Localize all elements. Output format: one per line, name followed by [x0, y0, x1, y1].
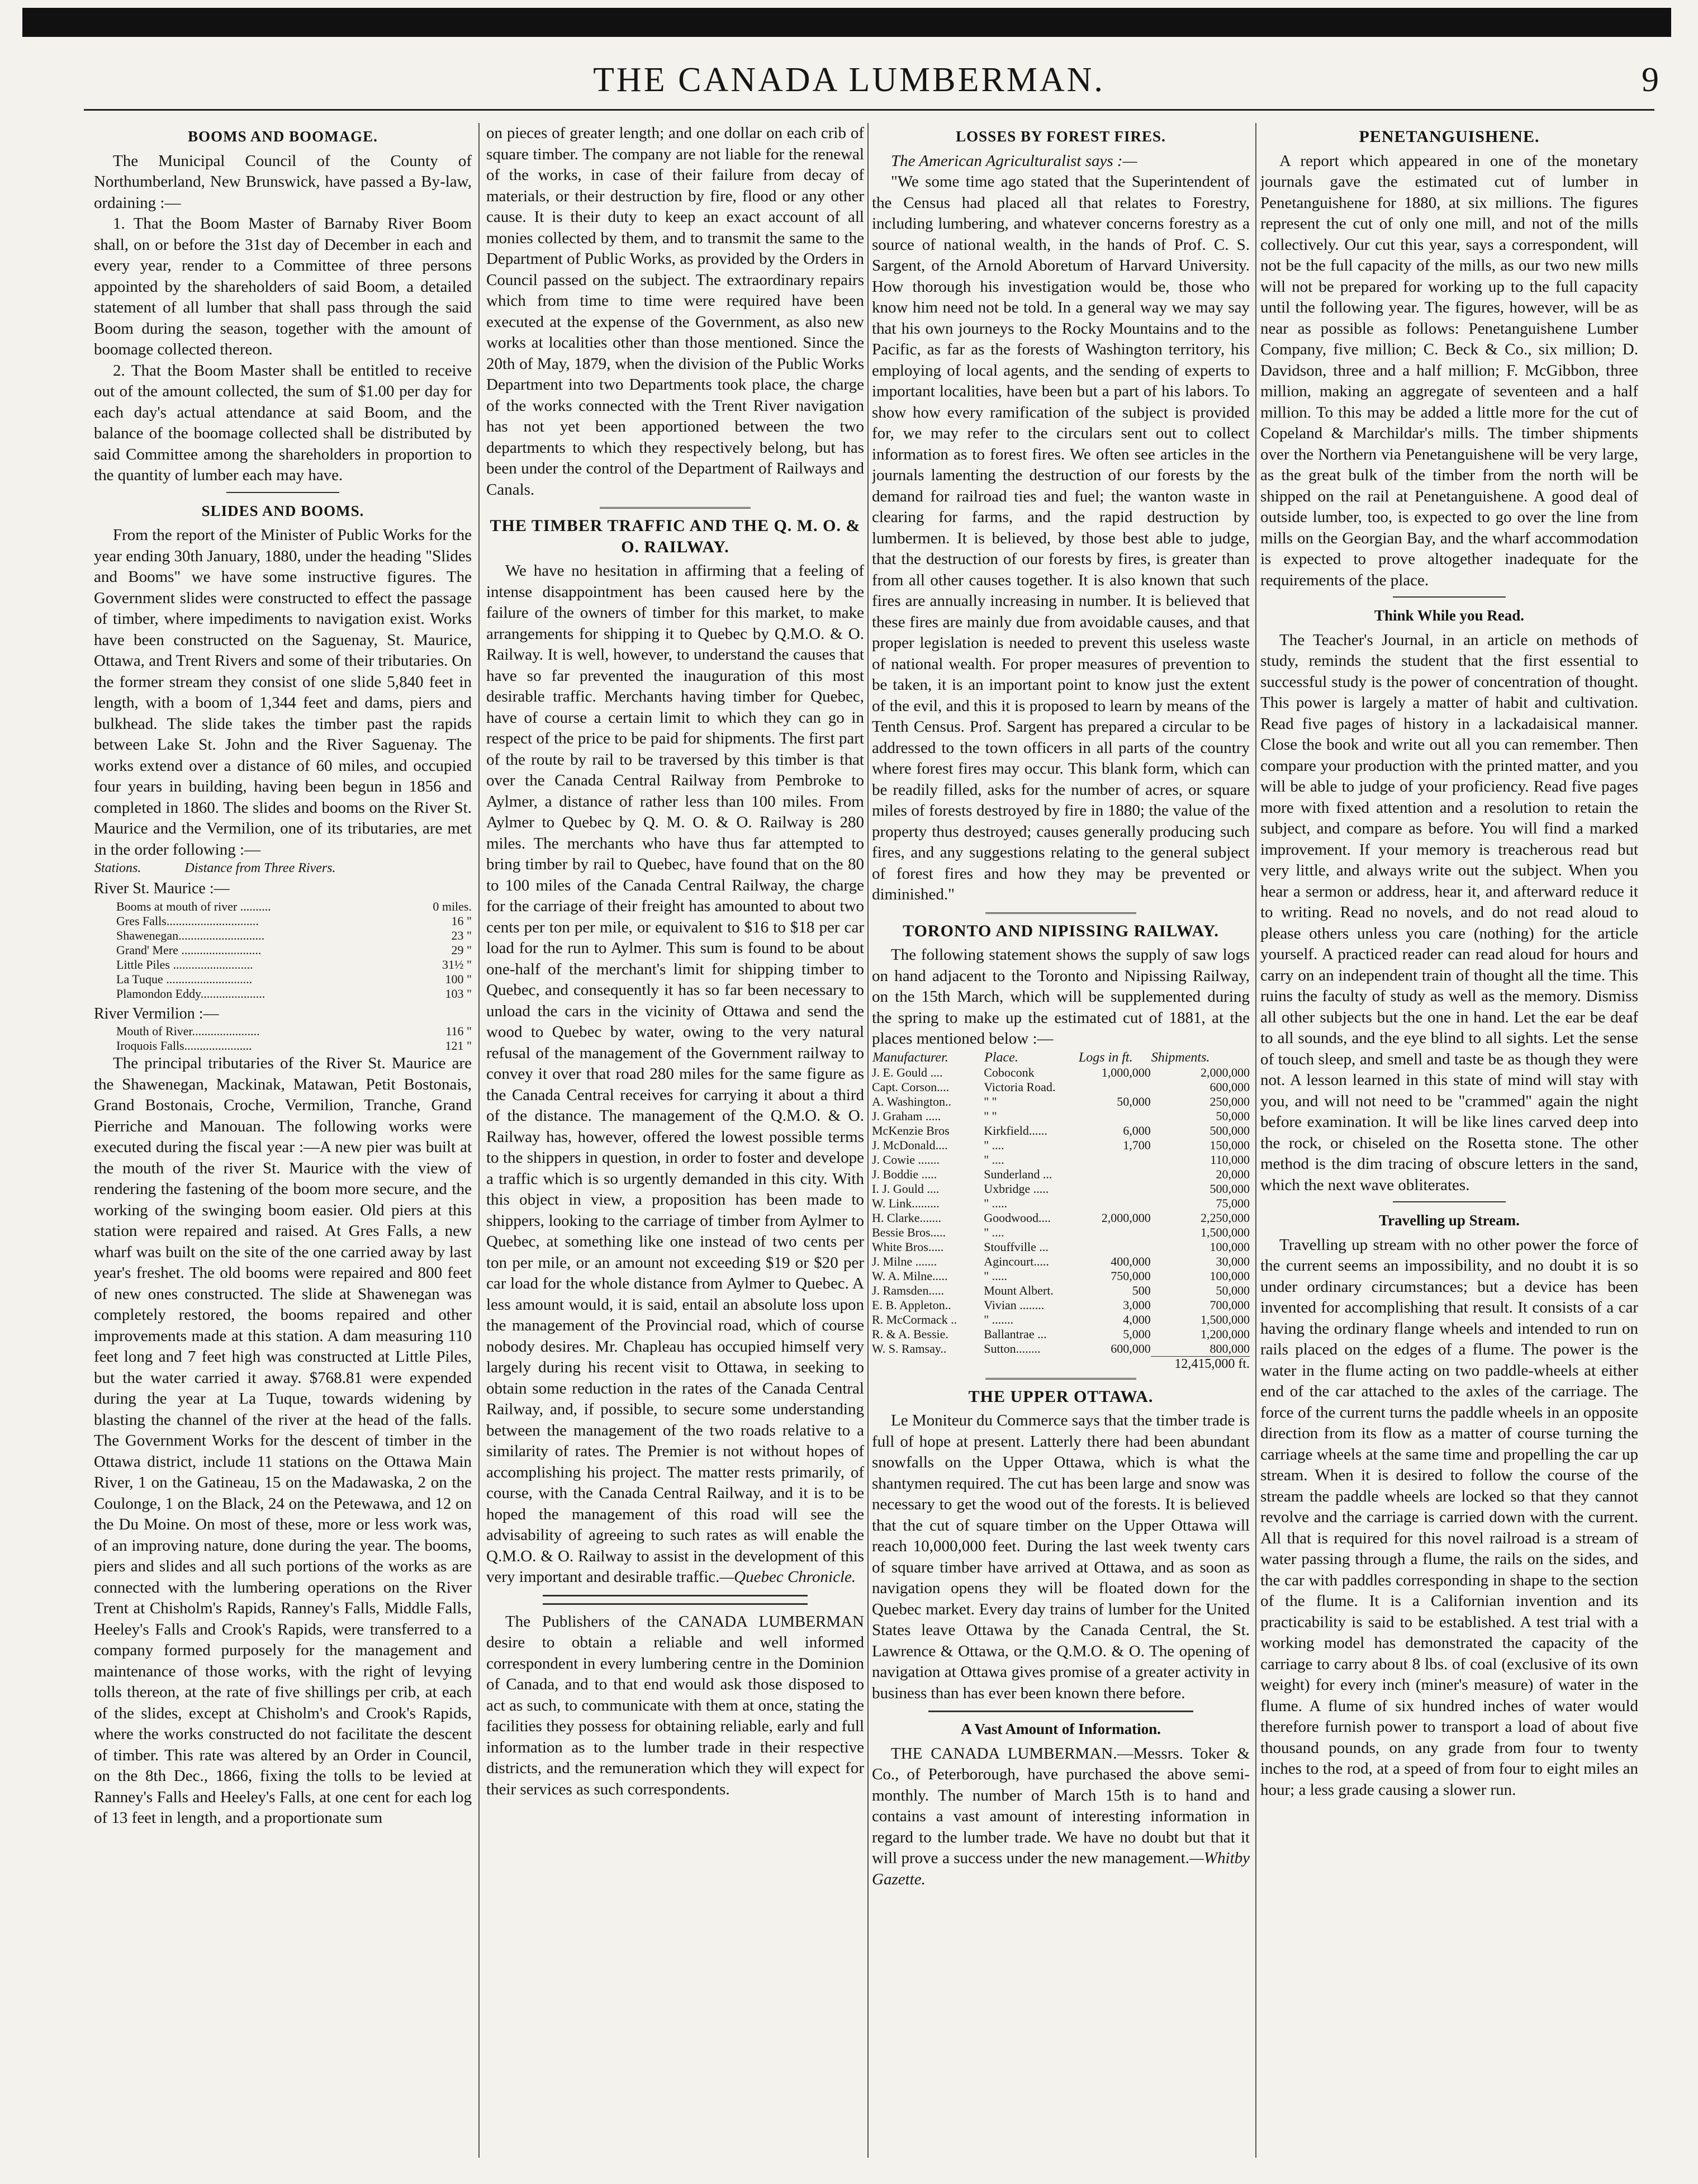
table-row: McKenzie Bros Kirkfield...... 6,000 500,000 — [872, 1123, 1250, 1138]
table-row: J. Ramsden..... Mount Albert. 500 50,000 — [872, 1283, 1250, 1297]
divider — [543, 1595, 807, 1596]
penetanguishene-paragraph: A report which appeared in one of the monetary journals gave the estimated cut of lumber in Penetanguishene for 1880, at six millions. The figures represent the cut of only one mill, and not of the mills collectively. Our cut this year, says a correspondent, will not be the full capacity of the mills, as our two new mills will not be prepared for working up to the full capacity until the following year. The figures, however, will be as near as possible as follows: Penetanguishene Lumber Company, five million; C. Beck & Co., six million; D. Davidson, three and a half million; F. McGibbon, three million, making an aggregate of seventeen and a half million. To this may be added a little more for the cut of Copeland & Marchildar's mills. The timber shipments over the Northern via Penetanguishene will be very large, as the great bulk of the timber from the north will be shipped on the rail at Penetanguishene. A good deal of outside lumber, too, is expected to go over the line from mills on the Georgian Bay, and the wharf accommodation is expected to prove altogether inadequate for the requirements of the place. — [1260, 151, 1638, 589]
slides-continued: on pieces of greater length; and one dollar on each crib of square timber. The company are not liable for the renewal of the works, in case of their failure from decay of materials, or their destruction by fire, flood or any other cause. It is their duty to keep an exact account of all monies collected by them, and to transmit the same to the Department of Public Works, as provided by the Orders in Council passed on the subject. The extraordinary repairs which from time to time were required have been executed at the expense of the Government, as also new works at localities other than those mentioned. Since the 20th of May, 1879, when the division of the Public Works Department into two Departments took place, the charge of the works connected with the Trent River navigation has not yet been apportioned between the two departments to which they respectively belong, but has been under the control of the Department of Railways and Canals. — [486, 124, 864, 499]
divider — [600, 507, 751, 509]
think-heading: Think While you Read. — [1374, 607, 1525, 624]
losses-intro: The American Agriculturalist says :— — [891, 151, 1137, 170]
vast-paragraph: THE CANADA LUMBERMAN.—Messrs. Toker & Co., of Peterborough, have purchased the above semi-monthly. The number of March 15th is to hand and contains a vast amount of interesting information in regard to the lumber trade. We have no doubt but that it will prove a success under the new management.—Whitby Gazette. — [872, 1744, 1250, 1888]
vast-heading: A Vast Amount of Information. — [961, 1721, 1161, 1737]
table-header: Logs in ft. — [1078, 1050, 1133, 1065]
page-number: 9 — [1642, 61, 1659, 99]
column-2 — [486, 123, 864, 2158]
table-row: J. E. Gould .... Coboconk 1,000,000 2,000,000 — [872, 1065, 1250, 1079]
booms-heading: BOOMS AND BOOMAGE. — [188, 128, 378, 145]
table-row: W. S. Ramsay.. Sutton........ 600,000 800,000 — [872, 1341, 1250, 1356]
column-rule — [867, 123, 869, 2158]
table-row: J. Milne ....... Agincourt..... 400,000 30,000 — [872, 1254, 1250, 1268]
stations-table — [94, 860, 472, 876]
divider — [1393, 596, 1506, 598]
masthead-bar — [22, 8, 1671, 37]
think-paragraph: The Teacher's Journal, in an article on methods of study, reminds the student that the first essential to successful study is the power of concentration of thought. This power is largely a matter of habit and cultivation. Read five pages of history in a lackadaisical manner. Close the book and write out all you can remember. Then compare your production with the printed matter, and you will be able to judge of your proficiency. Read five pages more with fixed attention and a resolution to retain the subject, and compare as before. You will find a marked improvement. If your memory is treacherous read but very little, and always write out the subject. When you hear a sermon or address, hear it, and afterward reduce it to writing. Read no novels, and do not read aloud to please others unless you care (nothing) for the article yourself. A practiced reader can read aloud for hours and carry on an independent train of thought all the time. This ruins the faculty of study as well as the memory. Dismiss all other subjects but the one in hand. Let the ear be deaf to all sounds, and the eye blind to all sights. Let the sense of touch sleep, and smell and taste be as though they were not. A lesson learned in this state of mind will stay with you, and will not need to be "crammed" again the night before examination. It will be like lines carved deep into the rock, or chiseled on the Rosetta stone. The other method is the dim tracing of obscure letters in the sand, which the next wave obliterates. — [1260, 631, 1638, 1194]
table-row: Plamondon Eddy..................... 103 " — [116, 986, 472, 1001]
timber-paragraph: We have no hesitation in affirming that a feeling of intense disappointment has been caused here by the failure of the owners of timber for this market, to make arrangements for shipping it to Quebec by Q.M.O. & O. Railway. It is well, however, to understand the causes that have so far prevented the inauguration of this most desirable traffic. Merchants having timber for Quebec, have of course a certain limit to which they can go in respect of the price to be paid for shipments. The first part of the route by rail to be traversed by this timber is that over the Canada Central Railway from Pembroke to Aylmer, a distance of rather less than 100 miles. From Aylmer to Quebec by Q. M. O. & O. Railway is 280 miles. The merchants who have thus far attempted to bring timber by rail to Quebec, have found that on the 80 to 100 miles of the Canada Central Railway, the charge for the carriage of their freight has amounted to about two cents per ton per mile, or equivalent to $16 to $18 per car load for the run to Aylmer. This sum is found to be about one-half of the merchant's limit for shipping timber to Quebec, and consequently it has so far been necessary to unload the cars in the vicinity of Ottawa and send the wood to Quebec by water, owing to the very natural refusal of the management of the Government railway to convey it over that road 280 miles for the same figure as the Canada Central receives for carrying it about a third of the distance. The management of the Q.M.O. & O. Railway has, however, offered the lowest possible terms to the shippers in question, in order to foster and develope a traffic which is so urgently demanded in this city. With this object in view, a proposition has been made to shippers, looking to the carriage of timber from Aylmer to Quebec, at something like one instead of two cents per ton per mile, or an amount not exceeding $19 or $20 per car load for the whole distance from Aylmer to Quebec. A less amount would, it is said, entail an absolute loss upon the management of the Provincial road, which of course nobody desires. Mr. Chapleau has occupied himself very largely during his recent visit to Ottawa, in seeking to obtain some reduction in the rates of the Canada Central Railway, and, if possible, to secure some understanding between the management of the two roads relative to a similarity of rates. The Premier is not without hopes of accomplishing his project. The matter rests primarily, of course, with the Canada Central Railway, and it is to be hoped the management of this road will see the advisability of agreeing to such rates as will enable the Q.M.O. & O. Railway to assist in the development of this very important and desirable traffic.—Quebec Chronicle. — [486, 562, 864, 1586]
slides-heading: SLIDES AND BOOMS. — [201, 502, 364, 519]
table-row: W. A. Milne..... " ..... 750,000 100,000 — [872, 1268, 1250, 1283]
divider — [226, 492, 340, 493]
column-rule — [478, 123, 480, 2158]
slides-paragraph-1: From the report of the Minister of Public Works for the year ending 30th January, 1880, under the heading "Slides and Booms" we have some instructive figures. The Government slides were constructed to effect the passage of timber, where impediments to navigation exist. Works have been constructed on the Saguenay, St. Maurice, Ottawa, and Trent Rivers and some of their tributaries. On the former stream they consist of one slide 5,840 feet in length, with a boom of 1,344 feet and dams, piers and bulkhead. The slide takes the timber past the rapids between Lake St. John and the River Saguenay. The works extend over a distance of 60 miles, and occupied four years in building, having been begun in 1856 and completed in 1860. The slides and booms on the River St. Maurice and the Vermilion, one of its tributaries, are met in the order following :— — [94, 526, 472, 859]
losses-paragraph: "We some time ago stated that the Superintendent of the Census had placed all that relates to Forestry, including lumbering, and whatever concerns forestry as a source of national wealth, in the hands of Prof. C. S. Sargent, of the Arnold Aboretum of Harvard University. How thorough his investigation would be, those who know him need not be told. In a general way we may say that his own journeys to the Rocky Mountains and to the Pacific, as far as the forests of Washington territory, his employing of local agents, and the sending of experts to important localities, have been but a part of his labors. To show how every ramification of the subject is provided for, we may refer to the circulars sent out to collect information as to forest fires. We often see articles in the journals lamenting the destruction of our forests by the demand for railroad ties and fuel; the wanton waste in clearing for farms, and the rapid destruction by lumbermen. It is believed, by those best able to judge, that the destruction of our forests by fires, is greater than from all other causes together. It is also known that such fires are annually increasing in number. It is believed that these fires are mainly due from avoidable causes, and that proper legislation is needed to prevent this useless waste of national wealth. For proper measures of prevention to be taken, it is an important point to know just the extent of the evil, and this it is proposed to learn by means of the Tenth Census. Prof. Sargent has prepared a circular to be addressed to the town officers in all parts of the country where forest fires may occur. This blank form, which can be readily filled, asks for the number of acres, or square miles of forests destroyed by fire in 1880; the value of the property thus destroyed; causes generally producing such fires, and any suggestions relating to the general subject of forest fires and how they may be prevented or diminished." — [872, 173, 1250, 903]
table-header: Distance from Three Rivers. — [184, 861, 336, 875]
table-row: Little Piles .......................... 31½ " — [116, 957, 472, 972]
table-row: R. & A. Bessie. Ballantrae ... 5,000 1,200,000 — [872, 1326, 1250, 1341]
travel-paragraph: Travelling up stream with no other power the force of the current seems an impossibility, and no doubt it is so under ordinary circumstances; but a device has been invented for accomplishing that result. It consists of a car having the ordinary flange wheels and intended to run on rails placed on the edges of a flume. The power is the water in the flume acting on two paddle-wheels at either end of the car attached to the axles of the carriage. The force of the current turns the paddle wheels in an opposite direction from its flow as a matter of course turning the carriage wheels at the same time and propelling the car up stream. When it is desired to follow the course of the stream the paddle wheels are locked so that they cannot revolve and the carriage is carried down with the current. All that is required for this novel railroad is a stream of water passing through a flume, the rails on the sides, and the car with paddles corresponding in shape to the section of the flume. It is a Californian invention and its practicability is said to be established. A test trial with a working model has demonstrated the capacity of the carriage to carry about 8 lbs. of coal (exclusive of its own weight) for every inch (miner's measure) of water in the flume. A flume of six hundred inches of water would therefore furnish power to transport a load of about five thousand pounds, on any grade from four to twenty inches to the rod, at a speed of from four to eight miles an hour; a less grade causing a slower run. — [1260, 1235, 1638, 1799]
table-row: H. Clarke....... Goodwood.... 2,000,000 2,250,000 — [872, 1210, 1250, 1225]
timber-heading: THE TIMBER TRAFFIC AND THE Q. M. O. & O. RAILWAY. — [490, 517, 861, 556]
slides-paragraph-2: The principal tributaries of the River St. Maurice are the Shawenegan, Mackinak, Matawan, Petit Bostonais, Grand Bostonais, Croche, Vermilion, Tranche, Grand Pierriche and Manouan. The following works were executed during the fiscal year :—A new pier was built at the mouth of the river St. Maurice with the view of rendering the fastening of the boom more secure, and the working of the swinging boom easier. Old piers at this station were repaired and raised. At Gres Falls, a new wharf was built on the site of the one carried away by last year's freshet. The old booms were repaired and 800 feet of new ones constructed. The slide at Shawenegan was completely restored, the booms repaired and other improvements made at this station. A dam measuring 110 feet long and 7 feet high was constructed at Little Piles, but the water carried it away. $768.81 were expended during the year at La Tuque, towards widening by blasting the channel of the river at the head of the falls. The Government Works for the descent of timber in the Ottawa district, include 11 stations on the Ottawa Main River, 1 on the Gatineau, 15 on the Madawaska, 2 on the Coulonge, 1 on the Black, 24 on the Petewawa, and 12 on the Du Moine. On most of these, more or less work was, of an improving nature, done during the year. The booms, piers and slides and all such portions of the works as are connected with the lumbering operations on the River Trent at Chisholm's Rapids, Ranney's Falls, Middle Falls, Heeley's Falls and Crook's Rapids, were transferred to a company formed purposely for the management and maintenance of those works, with the right of levying tolls thereon, at the rate of five shillings per crib, at each of the slides, except at Chisholm's and Crook's Rapids, where the works constructed do not facilitate the descent of timber. This rate was altered by an Order in Council, on the 8th Dec., 1866, fixing the tolls to be levied at Ranney's Falls and Heeley's Falls, at one cent for each log of 13 feet in length, and a proportionate sum — [94, 1054, 472, 1827]
table-row: A. Washington.. " " 50,000 250,000 — [872, 1094, 1250, 1108]
table-row: Grand' Mere .......................... 29 " — [116, 942, 472, 957]
sawlogs-table — [872, 1050, 1250, 1371]
table-header: Shipments. — [1151, 1050, 1210, 1065]
table-row: W. Link......... " ..... 75,000 — [872, 1196, 1250, 1210]
table-row: Mouth of River...................... 116 " — [116, 1024, 472, 1038]
stations-table — [94, 1024, 472, 1053]
table-group-label: River St. Maurice :— — [94, 880, 230, 897]
divider — [1393, 1201, 1506, 1202]
booms-paragraph-3: 2. That the Boom Master shall be entitled to receive out of the amount collected, the sum of $1.00 per day for each day's actual attendance at said Boom, and the balance of the boomage collected shall be distributed by said Committee among the shareholders in proportion to the quantity of lumber each may have. — [94, 361, 472, 484]
table-header: Manufacturer. — [872, 1050, 948, 1065]
table-row: E. B. Appleton.. Vivian ........ 3,000 700,000 — [872, 1297, 1250, 1312]
table-row: R. McCormack .. " ....... 4,000 1,500,000 — [872, 1312, 1250, 1326]
table-header: Stations. — [94, 861, 141, 875]
toronto-paragraph: The following statement shows the supply of saw logs on hand adjacent to the Toronto and Nipissing Railway, on the 15th March, which will be supplemented during the spring to make up the estimated cut of 1881, at the places mentioned below :— — [872, 946, 1250, 1048]
table-row: Capt. Corson.... Victoria Road. 600,000 — [872, 1079, 1250, 1094]
table-row: J. Boddie ..... Sunderland ... 20,000 — [872, 1167, 1250, 1181]
table-row: Bessie Bros..... " .... 1,500,000 — [872, 1225, 1250, 1239]
table-row: Shawenegan............................ 23 " — [116, 928, 472, 942]
divider — [543, 1603, 807, 1605]
vast-source: —Whitby Gazette. — [872, 1849, 1250, 1888]
ottawa-paragraph: Le Moniteur du Commerce says that the timber trade is full of hope at present. Latterly there had been abundant snowfalls on the Upper Ottawa, which is what the shantymen required. The cut has been large and snow was necessary to get the wood out of the forests. It is believed that the cut of square timber on the Upper Ottawa will reach 10,000,000 feet. During the last week twenty cars of square timber have arrived at Ottawa, and as soon as navigation opens they will be floated down for the Quebec market. Every day trains of lumber for the United States leave Ottawa by the Canada Central, the St. Lawrence & Ottawa, or the Q.M.O. & O. The opening of navigation at Ottawa gives promise of a greater activity in business than has ever been known there before. — [872, 1411, 1250, 1702]
table-row: I. J. Gould .... Uxbridge ..... 500,000 — [872, 1181, 1250, 1196]
table-group-label: River Vermilion :— — [94, 1005, 219, 1022]
divider — [985, 912, 1136, 914]
divider — [985, 1378, 1136, 1380]
page-title: THE CANADA LUMBERMAN. — [593, 61, 1105, 99]
table-row: Iroquois Falls...................... 121 " — [116, 1039, 472, 1053]
table-row: La Tuque ............................ 100 " — [116, 972, 472, 986]
penetanguishene-heading: PENETANGUISHENE. — [1359, 127, 1540, 146]
table-total: 12,415,000 ft. — [1151, 1356, 1250, 1371]
table-row: J. Cowie ....... " .... 110,000 — [872, 1152, 1250, 1167]
divider — [928, 1711, 1193, 1712]
column-rule — [1255, 123, 1256, 2158]
travel-heading: Travelling up Stream. — [1379, 1212, 1520, 1229]
column-1 — [94, 123, 472, 2158]
table-row: White Bros..... Stouffville ... 100,000 — [872, 1239, 1250, 1254]
losses-heading: LOSSES BY FOREST FIRES. — [956, 128, 1166, 145]
column-3 — [872, 123, 1250, 2158]
ottawa-heading: THE UPPER OTTAWA. — [968, 1387, 1154, 1406]
masthead-rule — [84, 109, 1654, 111]
booms-paragraph-1: The Municipal Council of the County of Northumberland, New Brunswick, have passed a By-law, ordaining :— — [94, 151, 472, 212]
stations-table — [94, 899, 472, 1001]
table-row: Booms at mouth of river .......... 0 miles. — [116, 899, 472, 913]
timber-source: —Quebec Chronicle. — [719, 1568, 856, 1586]
table-row: J. McDonald.... " .... 1,700 150,000 — [872, 1138, 1250, 1152]
table-header: Place. — [984, 1050, 1018, 1065]
column-4 — [1260, 123, 1638, 2158]
publishers-notice: The Publishers of the CANADA LUMBERMAN desire to obtain a reliable and well informed correspondent in every lumbering centre in the Dominion of Canada, and to that end would ask those disposed to act as such, to communicate with them at once, stating the facilities they possess for obtaining reliable, early and full information as to the lumber trade in their respective districts, and the remuneration which they will expect for their services as such correspondents. — [486, 1612, 864, 1798]
booms-paragraph-2: 1. That the Boom Master of Barnaby River Boom shall, on or before the 31st day of December in each and every year, render to a Committee of three persons appointed by the shareholders of said Boom, a detailed statement of all lumber that shall pass through the said Boom during the season, together with the amount of boomage collected thereon. — [94, 215, 472, 358]
table-row: J. Graham ..... " " 50,000 — [872, 1108, 1250, 1123]
toronto-heading: TORONTO AND NIPISSING RAILWAY. — [903, 921, 1219, 940]
table-row: Gres Falls.............................. 16 " — [116, 913, 472, 928]
